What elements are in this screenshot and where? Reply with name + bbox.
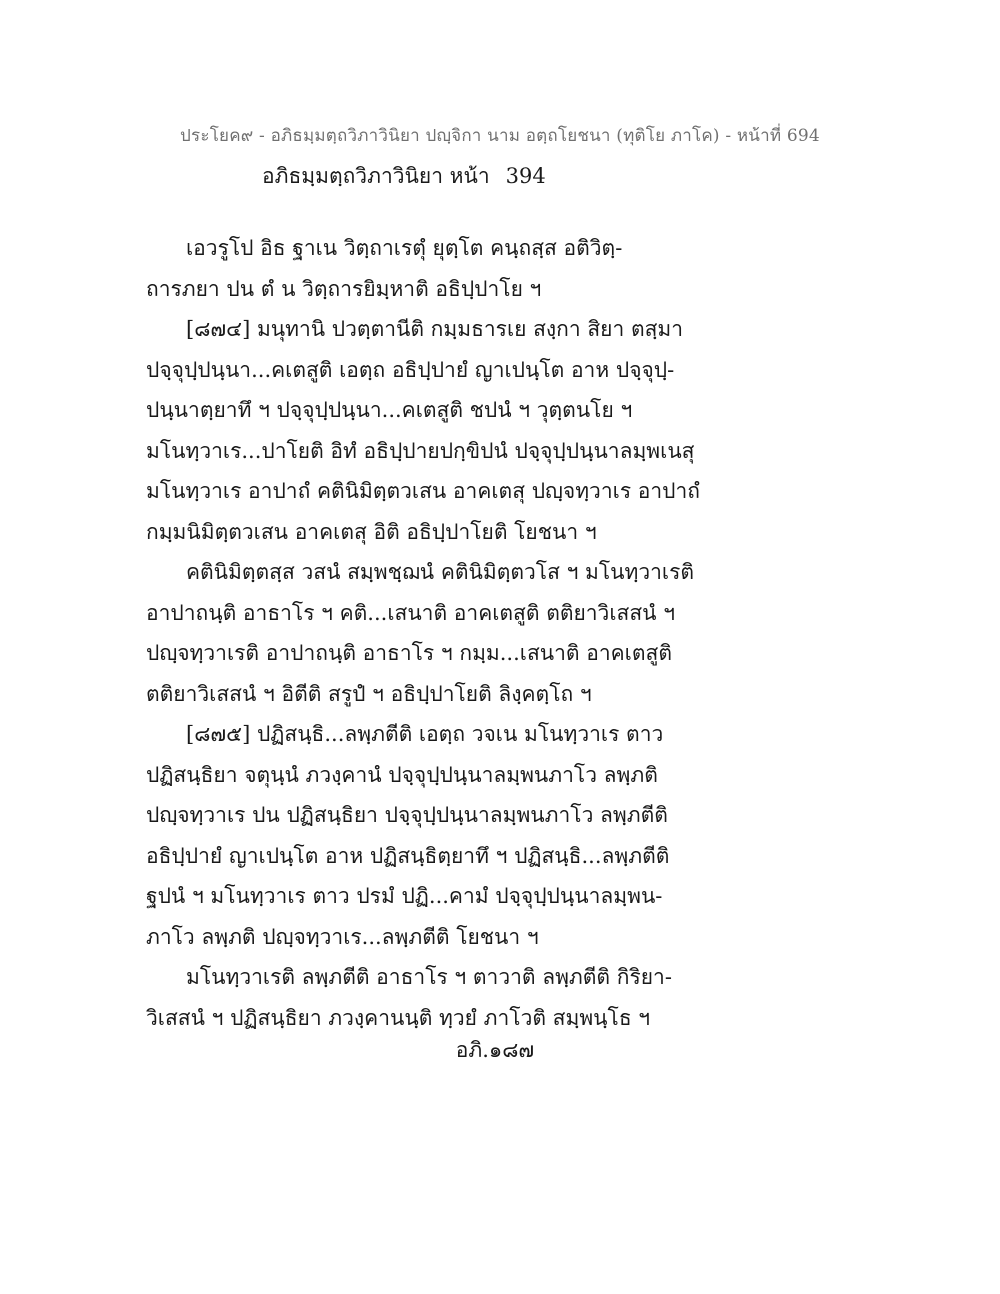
- running-header: ประโยค๙ - อภิธมฺมตฺถวิภาวินิยา ปญฺจิกา นาม อตฺถโยชนา (ทุติโย ภาโค) - หน้าที่ 694: [180, 126, 820, 146]
- text-line: ปญฺจทฺวาเร ปน ปฏิสนฺธิยา ปจฺจุปฺปนฺนาลมฺพนภาโว ลพฺภตีติ: [146, 803, 668, 827]
- book-title: อภิธมฺมตฺถวิภาวินิยา หน้า: [262, 164, 490, 188]
- text-line: วิเสสนํ ฯ ปฏิสนฺธิยา ภวงฺคานนฺติ ทฺวยํ ภาโวติ สมฺพนฺโธ ฯ: [146, 1005, 651, 1030]
- body-text: [146, 228, 866, 1038]
- text-line: ตติยาวิเสสนํ ฯ อิตีติ สรูปํ ฯ อธิปฺปาโยติ ลิงฺคตฺโถ ฯ: [146, 681, 592, 706]
- text-line: เอวรูโป อิธ ฐาเน วิตฺถาเรตุํ ยุตฺโต คนฺถสฺส อติวิตฺ-: [186, 236, 623, 260]
- text-line: ถารภยา ปน ตํ น วิตฺถารยิมฺหาติ อธิปฺปาโย ฯ: [146, 276, 542, 301]
- text-line: มโนทฺวาเร...ปาโยติ อิทํ อธิปฺปายปกฺขิปนํ ปจฺจุปฺปนฺนาลมฺพเนสุ: [146, 438, 695, 463]
- text-line: อาปาถนฺติ อาธาโร ฯ คติ...เสนาติ อาคเตสูติ ตติยาวิเสสนํ ฯ: [146, 600, 675, 625]
- text-line: ปญฺจทฺวาเรติ อาปาถนฺติ อาธาโร ฯ กมฺม...เสนาติ อาคเตสูติ: [146, 641, 672, 665]
- text-line: กมฺมนิมิตฺตวเสน อาคเตสุ อิติ อธิปฺปาโยติ โยชนา ฯ: [146, 519, 597, 544]
- text-line: ภาโว ลพฺภติ ปญฺจทฺวาเร...ลพฺภตีติ โยชนา ฯ: [146, 924, 539, 949]
- text-line: มโนทฺวาเรติ ลพฺภตีติ อาธาโร ฯ ตาวาติ ลพฺภตีติ กิริยา-: [186, 965, 672, 989]
- book-page-number: 394: [505, 164, 546, 188]
- text-line: มโนทฺวาเร อาปาถํ คตินิมิตฺตวเสน อาคเตสุ ปญฺจทฺวาเร อาปาถํ: [146, 479, 701, 503]
- text-line: [๘๗๕] ปฏิสนฺธิ...ลพฺภตีติ เอตฺถ วจเน มโนทฺวาเร ตาว: [186, 722, 664, 746]
- book-header: [262, 160, 546, 193]
- text-line: ปฏิสนฺธิยา จตุนฺนํ ภวงฺคานํ ปจฺจุปฺปนฺนาลมฺพนภาโว ลพฺภติ: [146, 762, 658, 787]
- text-line: ปนฺนาตฺยาทึ ฯ ปจฺจุปฺปนฺนา...คเตสูติ ชปนํ ฯ วุตฺตนโย ฯ: [146, 398, 633, 422]
- text-line: คตินิมิตฺตสฺส วสนํ สมฺพชฺฌนํ คตินิมิตฺตวโส ฯ มโนทฺวาเรติ: [186, 560, 695, 584]
- text-line: ปจฺจุปฺปนฺนา...คเตสูติ เอตฺถ อธิปฺปายํ ญาเปนฺโต อาห ปจฺจุปฺ-: [146, 357, 675, 382]
- text-line: [๘๗๔] มนุทานิ ปวตฺตานีติ กมฺมธารเย สงฺกา สิยา ตสฺมา: [186, 317, 684, 341]
- page-footer: อภิ.๑๘๗: [455, 1038, 535, 1062]
- text-line: อธิปฺปายํ ญาเปนฺโต อาห ปฏิสนฺธิตฺยาทึ ฯ ปฏิสนฺธิ...ลพฺภตีติ: [146, 843, 670, 868]
- text-line: ฐปนํ ฯ มโนทฺวาเร ตาว ปรมํ ปฏิ...คามํ ปจฺจุปฺปนฺนาลมฺพน-: [146, 884, 663, 908]
